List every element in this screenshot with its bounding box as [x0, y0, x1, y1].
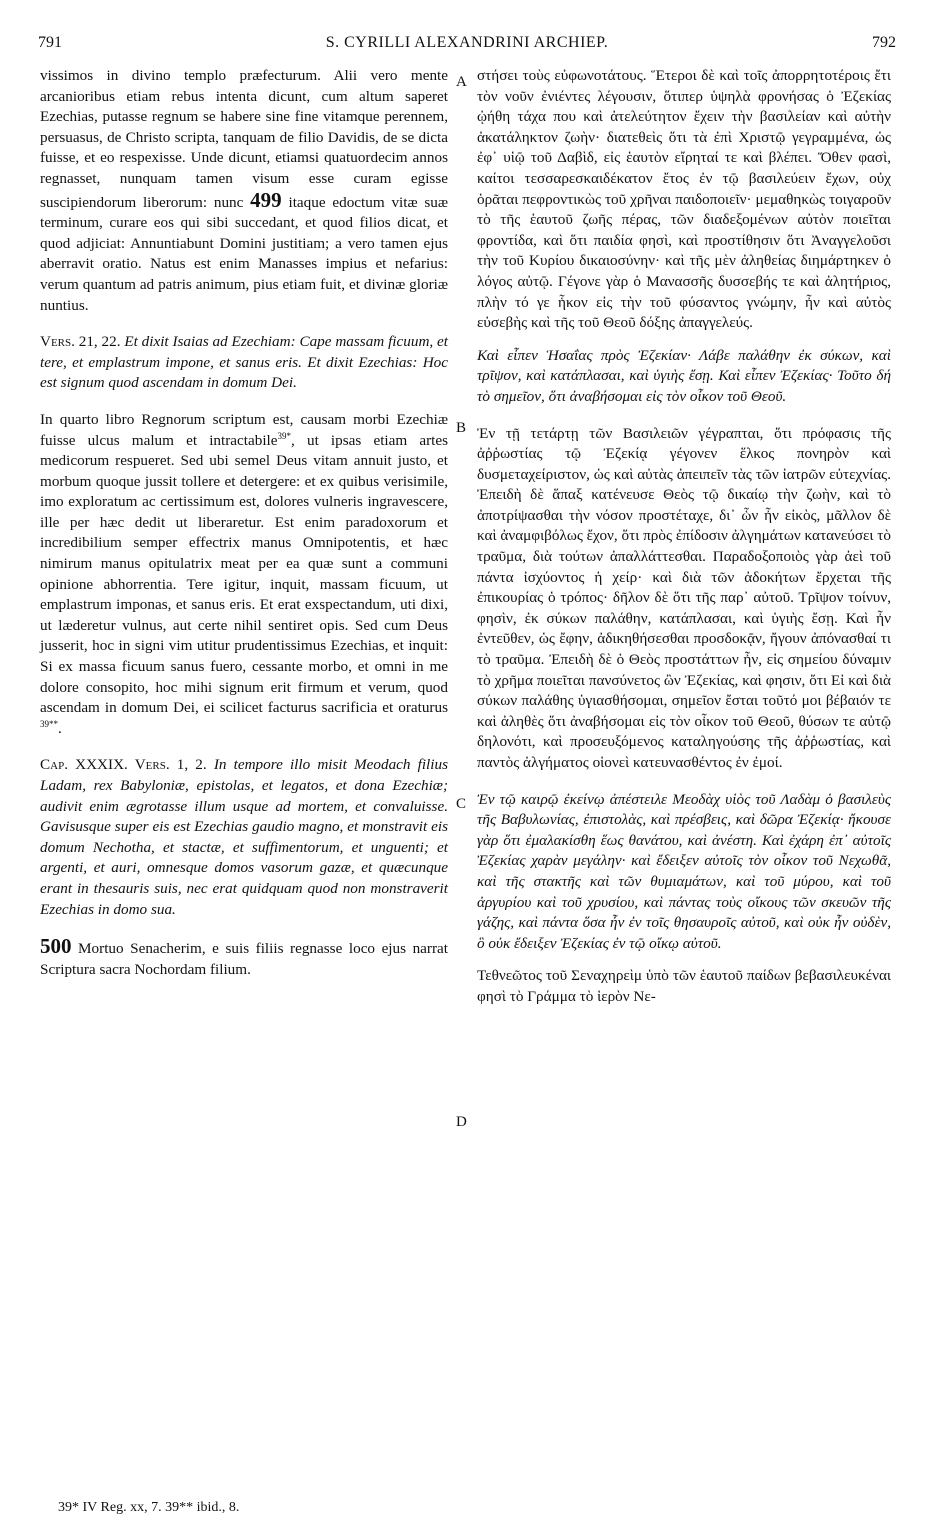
page-number-right: 792	[872, 34, 896, 51]
footnote-ref-2: 39**	[40, 718, 58, 729]
latin-paragraph-1-text-a: vissimos in divino templo præfecturum. Alii vero mente arcanioribus etiam rebus intenta dicunt, cum altum saperet Ezechias, putasse regnum se habere sine fine vitamque perennem, persuasus, de Christo scripta, tanquam de filio Davidis, de se dicta fuisse, et eo respexisse. Unde dicunt, etiamsi quatuordecim annos regnasset, nunquam tamen visum esse curam egisse suscipiendorum liberorum: nunc	[40, 67, 448, 211]
latin-verse-21-22	[40, 332, 448, 394]
chapter-verse-text: In tempore illo misit Meodach filius Ladam, rex Babyloniæ, epistolas, et legatos, et dona Ezechiæ; audivit enim ægrotasse illum usque ad mortem, et convaluisse. Gavisusque super eis est Ezechias gaudio magno, et monstravit eis domum Nechotha, et stactæ, et suffimentorum, et unguenti; et argenti, et auri, omnesque domos vasorum gazæ, et quæcunque erant in thesauris suis, nec erat quidquam quod non monstraverit Ezechias in domo sua.	[40, 756, 449, 918]
margin-marker-d: D	[456, 1114, 467, 1130]
latin-paragraph-3-text: Mortuo Senacherim, e suis filiis regnasse loco ejus narrat Scriptura sacra Nochordam filium.	[40, 940, 448, 978]
greek-verse-21-22: Καὶ εἶπεν Ἡσαΐας πρὸς Ἐζεκίαν· Λάβε παλάθην ἐκ σύκων, καὶ τρῖψον, καὶ κατάπλασαι, καὶ ὑγιὴς ἔσῃ. Καὶ εἶπεν Ἐζεκίας· Τοῦτο δή τὸ σημεῖον, ὅτι ἀναβήσομαι εἰς τὸν οἶκον τοῦ Θεοῦ.	[477, 346, 891, 405]
latin-paragraph-1-text-b: itaque edoctum vitæ suæ terminum, curare eos qui sibi succedant, et quod filios dicat, et quod adjiciat: Annuntiabunt Domini justitiam; a vero tamen ejus aberravit oratio. Natus est enim Manasses impius et nefarius: verum quantum ad patris animum, pius etiam fuit, et divinæ gloriæ nuntius.	[40, 193, 449, 314]
page-number-left: 791	[38, 34, 62, 51]
verse-label: Vers. 21, 22.	[40, 333, 121, 351]
greek-paragraph-2: Ἐν τῇ τετάρτῃ τῶν Βασιλειῶν γέγραπται, ὅτι πρόφασις τῆς ἀῤῥωστίας τῷ Ἐζεκίᾳ γέγονεν ἕλκος πονηρὸν καὶ δυσμεταχείριστον, ὡς καὶ αὐτὰς ἀπειπεῖν τὰς τῶν ἰατρῶν εὐτεχνίας. Ἐπειδὴ δὲ ἅπαξ κατένευσε Θεὸς τῷ δικαίῳ τὴν ζωὴν, καὶ τὸ ἀποτρίψασθαι τὴν νόσον προστέταχε, δι᾽ ὧν ἦν εἰκὸς, μᾶλλον δὲ καὶ ἀναμφιβόλως ἔχον, ὅτι πρὸς ἐπίδοσιν ἀλγημάτων κατανεύσει τὸ τραῦμα, διὰ τούτων ἀπαλλάττεσθαι. Παραδοξοποιὸς γὰρ ἀεὶ τοῦ πάντα ἰσχύοντος ἡ χείρ· καὶ διὰ τῶν ἀδοκήτων ἔρχεται τῆς ἐπικουρίας ὁ τρόπος· δῆλον δὲ ὅτι τῆς παρ᾽ αὐτοῦ. Τρῖψον τοίνυν, φησὶν, ἐκ σύκων παλάθην, κατάπλασαι, καὶ ὑγιὴς ἔσῃ. Καὶ ἦν ἐντεῦθεν, ὡς ἔφην, ἀδικηθήσεσθαι προσδοκᾷν, ἤγουν ἀπόνασθαί τι τὸ τραῦμα. Ἐπειδὴ δὲ ὁ Θεὸς προστάττων ἦν, εἰς σημείου δύναμιν τὸ χρῆμα ποιεῖται πανσύνετος ὢν Ἐζεκίας, καὶ φησιν, ὅτι Εἰ καὶ διὰ σύκων παλάθης ὑγιασθήσομαι, σημεῖον ἔσται τοῦτό μοι βέβαιόν τε καὶ ἀληθὲς ὅτι ἀναβήσομαι εἰς τὸν οἶκον τοῦ Θεοῦ, θύσων τε αὐτῷ δηλονότι, καὶ προσευξόμενος καταληγούσης τῆς ἀῤῥωστίας, καὶ παντὸς ἀλγήματος οἱονεὶ κατευνασθέντος ἐν ἐμοί.	[477, 424, 891, 771]
running-header	[38, 34, 896, 58]
latin-paragraph-1	[40, 66, 448, 316]
latin-paragraph-2-text-a: In quarto libro Regnorum scriptum est, causam morbi Ezechiæ fuisse ulcus malum et intractabile	[40, 410, 448, 449]
latin-paragraph-2-end: .	[58, 719, 62, 737]
greek-column	[477, 66, 891, 1008]
latin-paragraph-2	[40, 410, 448, 740]
latin-chapter-39	[40, 755, 448, 920]
footnote-ref: 39*	[277, 430, 292, 441]
latin-paragraph-3	[40, 936, 448, 980]
margin-marker-c: C	[456, 796, 467, 812]
verse-text: Et dixit Isaias ad Ezechiam: Cape massam ficuum, et tere, et emplastrum impone, et sanus eris. Et dixit Ezechias: Hoc est signum quod ascendam in domum Dei.	[40, 333, 448, 392]
margin-marker-b: B	[456, 420, 467, 436]
latin-paragraph-2-text-b: , ut ipsas etiam artes medicorum respueret. Sed ubi semel Deus vitam annuit justo, et morbum quoque jussit tollere et detergere: et ex quibus verisimile, imo exploratum ac certissimum est, dolores vulneris ingravescere, ille per hæc dedit ut liberaretur. Est enim paradoxorum et incredibilium semper effectrix manus Omnipotentis, et hæc nimirum manus opitulatrix meat per ea quæ sunt a communi opinione abhorrentia. Tere igitur, inquit, massam ficuum, ut emplastrum imponas, et sanus eris. Et erat exspectandum, uti dixi, ut læderetur vulnus, aut certe nihil sentiret opis. Sed cum Deus jusserit, hoc in signi vim utitur prudentissimus Ezechias, et inquit: Si ex massa ficuum sanus fuero, cessante morbo, et omni in me dolore consopito, hoc mihi signum erit firmum et verum, quod ascendam in domum Dei, ei scilicet facturus sacrificia et oraturus	[40, 431, 448, 717]
column-number-500: 500	[40, 934, 72, 959]
footnote: 39* IV Reg. xx, 7. 39** ibid., 8.	[58, 1500, 240, 1515]
greek-paragraph-3: Τεθνεῶτος τοῦ Σεναχηρεὶμ ὑπὸ τῶν ἑαυτοῦ παίδων βεβασιλευκέναι φησὶ τὸ Γράμμα τὸ ἱερὸν Νε-	[477, 967, 891, 1005]
running-title: S. CYRILLI ALEXANDRINI ARCHIEP.	[325, 34, 609, 51]
column-number-499: 499	[250, 187, 282, 212]
margin-marker-a: A	[456, 74, 467, 90]
greek-chapter-39: Ἐν τῷ καιρῷ ἐκείνῳ ἀπέστειλε Μεοδὰχ υἱὸς τοῦ Λαδὰμ ὁ βασιλεὺς τῆς Βαβυλωνίας, ἐπιστολὰς, καὶ πρέσβεις, καὶ δῶρα Ἐζεκίᾳ· ἤκουσε γὰρ ὅτι ἐμαλακίσθη ἕως θανάτου, καὶ ἀνέστη. Καὶ ἐχάρη ἐπ᾽ αὐτοῖς Ἐζεκίας χαρὰν μεγάλην· καὶ ἔδειξεν αὐτοῖς τὸν οἶκον τοῦ Νεχωθᾶ, καὶ τῆς στακτῆς καὶ τῶν θυμιαμάτων, καὶ τοῦ μύρου, καὶ τοῦ ἀργυρίου καὶ τοῦ χρυσίου, καὶ πάντας τοὺς οἴκους τῶν σκευῶν τῆς γάζης, καὶ πάντα ὅσα ἦν ἐν τοῖς θησαυροῖς αὐτοῦ, καὶ οὐκ ἦν οὐδὲν, ὃ οὐκ ἔδειξεν Ἐζεκίας ἐν τῷ οἴκῳ αὐτοῦ.	[477, 790, 891, 952]
latin-column	[40, 66, 448, 980]
chapter-label: Cap. XXXIX. Vers. 1, 2.	[40, 756, 207, 774]
greek-paragraph-1: στήσει τοὺς εὐφωνοτάτους. Ἕτεροι δὲ καὶ τοῖς ἀπορρητοτέροις ἔτι τὸν νοῦν ἐνιέντες λέγουσιν, ὅτιπερ ὑψηλὰ φρονήσας ὁ Ἐζεκίας ᾠήθη τάχα που καὶ ἀτελεύτητον ἔχειν τὴν βασιλείαν καὶ αὐτὴν ἀκατάληκτον ζωὴν· διατεθεὶς ὅτι τὰ ἐπὶ Χριστῷ γεγραμμένα, ὡς ἐφ᾽ υἱῷ τοῦ Δαβὶδ, εἰς ἑαυτὸν εἴρηταί τε καὶ βλέπει. Ὅθεν φασὶ, καίτοι τεσσαρεσκαιδέκατον ἔτος ἐν τῷ βασιλεύειν ἔχων, οὐχ ὁρᾶται πεφροντικὼς τοῦ χρῆναι παιδοποιεῖν· μεμαθηκὼς τοιγαροῦν τὸ τῆς ἑαυτοῦ ζωῆς πέρας, τῶν διαδεξομένων αὐτὸν ποιεῖται φροντίδα, καὶ ὅτι παιδία φησὶ, καὶ προστίθησιν ὅτι Ἀναγγελοῦσι τὴν τοῦ Κυρίου δικαιοσύνην· καὶ τῆς μὲν ἀληθείας διημάρτηκεν ὁ λόγος αὐτῷ. Γέγονε γὰρ ὁ Μανασσῆς δυσσεβής τε καὶ ἀλητήριος, πλὴν τό γε ἧκον εἰς τὴν τοῦ φύσαντος γνώμην, ἦν καὶ αὐτὸς εὐσεβὴς καὶ τῆς τοῦ Θεοῦ δόξης ἀπαγγελεύς.	[477, 67, 891, 332]
